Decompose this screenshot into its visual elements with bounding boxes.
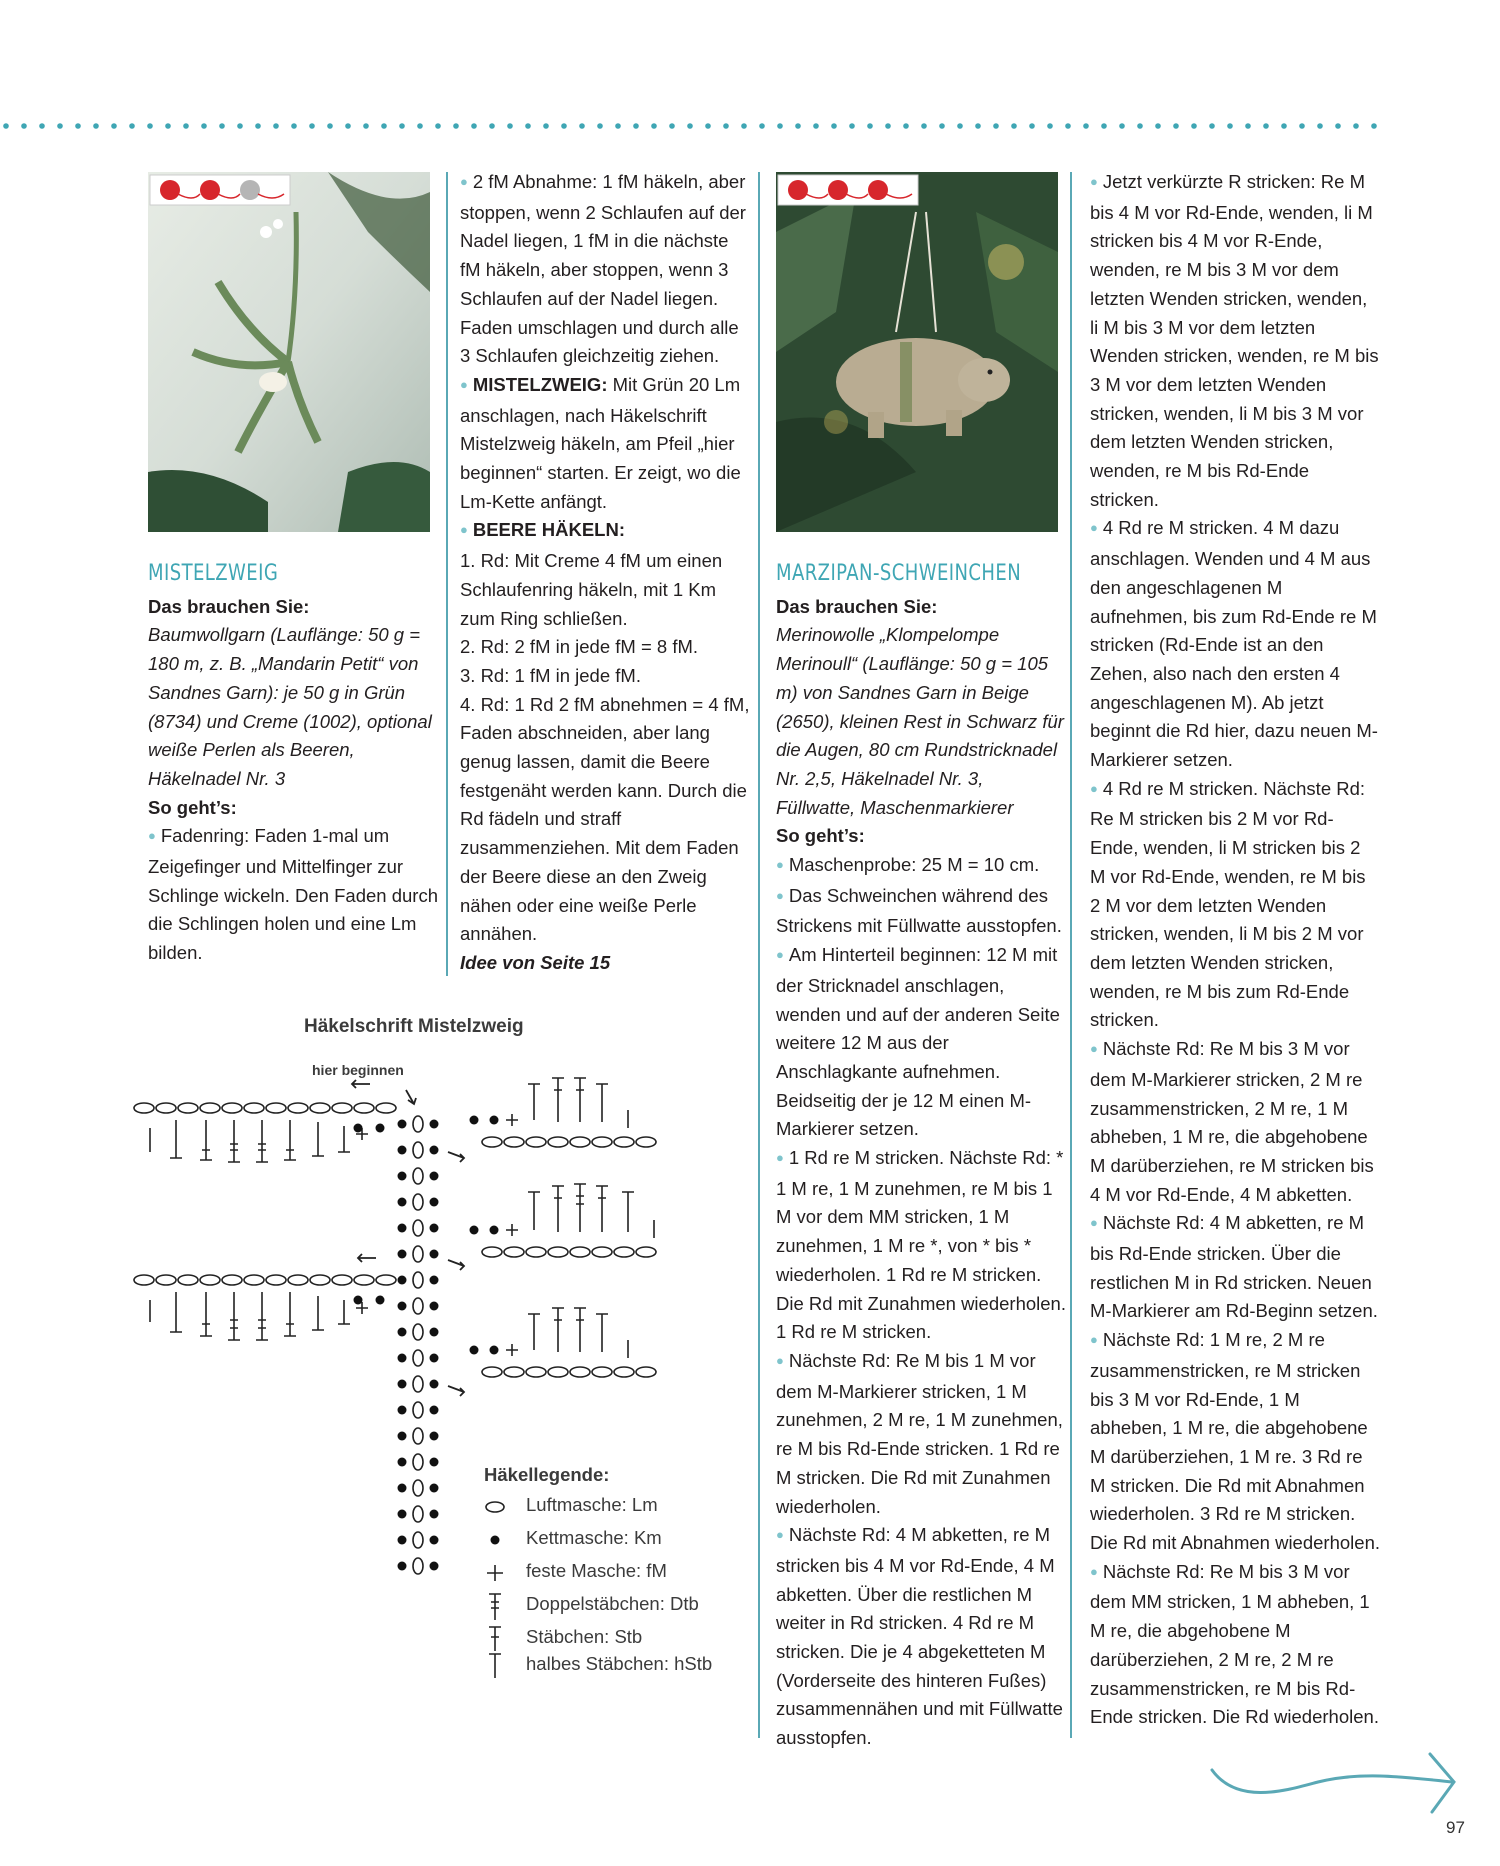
legend-item bbox=[484, 1523, 712, 1556]
legend-item bbox=[484, 1622, 712, 1649]
idea-reference: Idee von Seite 15 bbox=[460, 951, 611, 973]
column-mistelzweig bbox=[148, 560, 438, 968]
legend-item bbox=[484, 1556, 712, 1589]
page-number: 97 bbox=[1446, 1818, 1465, 1837]
legend-label: feste Masche: fM bbox=[526, 1560, 667, 1581]
step: ● Am Hinterteil beginnen: 12 M mit der Stricknadel anschlagen, wenden und auf der anderen Seite weitere 12 M aus der Anschlagkante aufnehmen. Beidseitig der je 12 M einen M-Markierer setzen. bbox=[776, 941, 1066, 1144]
step: ● Nächste Rd: Re M bis 3 M vor dem M-Markierer stricken, 2 M re zusammenstricken, 2 M re, 1 M abheben, 1 M re, die abgehobene M darüberziehen, re M stricken bis 4 M vor Rd-Ende, 4 M abketten. bbox=[1090, 1035, 1380, 1209]
step-mistelzweig bbox=[460, 371, 752, 517]
slip-stitch-icon bbox=[484, 1526, 510, 1554]
step-label: 2 fM Abnahme: bbox=[472, 171, 598, 192]
column-continued bbox=[460, 168, 752, 978]
legend-title: Häkellegende: bbox=[484, 1464, 610, 1485]
step-abnahme bbox=[460, 168, 752, 371]
mistelzweig-title: MISTELZWEIG bbox=[148, 561, 279, 586]
legend-item bbox=[484, 1490, 712, 1523]
legend-label: Luftmasche: Lm bbox=[526, 1494, 658, 1515]
materials-heading: Das brauchen Sie: bbox=[776, 595, 938, 617]
column-rule-2 bbox=[446, 172, 448, 976]
column-marzipan-schweinchen bbox=[776, 560, 1066, 1753]
step: ● Maschenprobe: 25 M = 10 cm. bbox=[776, 851, 1066, 882]
column-rule-3 bbox=[758, 172, 760, 1738]
column-rule-4 bbox=[1070, 172, 1072, 1738]
single-crochet-icon bbox=[484, 1559, 510, 1587]
beere-round-4: 4. Rd: 1 Rd 2 fM abnehmen = 4 fM, Faden abschneiden, aber lang genug lassen, damit die Beere festgenäht werden kann. Durch die Rd fädeln und straff zusammenziehen. Mit dem Faden der Beere diese an den Zweig nähen oder eine weiße Perle annähen. bbox=[460, 693, 750, 945]
step: ● 4 Rd re M stricken. 4 M dazu anschlagen. Wenden und 4 M aus den angeschlagenen M aufnehmen, bis zum Rd-Ende re M stricken (Rd-Ende ist an den Zehen, also nach den ersten 4 angeschlagenen M). Ab jetzt beginnt die Rd hier, dazu neuen M-Markierer setzen. bbox=[1090, 514, 1380, 774]
legend-label: Doppelstäbchen: Dtb bbox=[526, 1593, 699, 1614]
step-fadenring bbox=[148, 822, 438, 968]
crochet-legend bbox=[484, 1464, 712, 1676]
beere-round-1: 1. Rd: Mit Creme 4 fM um einen Schlaufenring häkeln, mit 1 Km zum Ring schließen. bbox=[460, 550, 723, 629]
step: ● Nächste Rd: 4 M abketten, re M bis Rd-Ende stricken. Über die restlichen M in Rd stricken. Neuen M-Markierer am Rd-Beginn setzen. bbox=[1090, 1209, 1380, 1326]
step: ● 1 Rd re M stricken. Nächste Rd: * 1 M re, 1 M zunehmen, re M bis 1 M vor dem MM stricken, 1 M zunehmen, 1 M re *, von * bis * wiederholen. 1 Rd re M stricken. Die Rd mit Zunahmen wiederholen. 1 Rd re M stricken. bbox=[776, 1144, 1066, 1347]
schweinchen-title: MARZIPAN-SCHWEINCHEN bbox=[776, 561, 1022, 586]
legend-label: Stäbchen: Stb bbox=[526, 1626, 643, 1647]
step: ● Das Schweinchen während des Strickens mit Füllwatte ausstopfen. bbox=[776, 882, 1066, 941]
crochet-chart-title: Häkelschrift Mistelzweig bbox=[304, 1016, 524, 1037]
instructions-heading: So geht’s: bbox=[776, 825, 865, 847]
step-text: Mit Grün 20 Lm anschlagen, nach Häkelschrift Mistelzweig häkeln, am Pfeil „hier beginnen“ starten. Er zeigt, wo die Lm-Kette anfängt. bbox=[460, 373, 741, 512]
step-text: Faden 1-mal um Zeigefinger und Mittelfinger zur Schlinge wickeln. Den Faden durch die Schlingen holen und eine Lm bilden. bbox=[148, 825, 438, 964]
step: ● Jetzt verkürzte R stricken: Re M bis 4 M vor Rd-Ende, wenden, li M stricken bis 4 M vor R-Ende, wenden, re M bis 3 M vor dem letzten Wenden stricken, wenden, li M bis 3 M vor dem letzten Wenden stricken, wenden, re M bis 3 M vor dem letzten Wenden stricken, wenden, li M bis 3 M vor dem letzten Wenden stricken, wenden, re M bis Rd-Ende stricken. bbox=[1090, 168, 1380, 514]
legend-label: halbes Stäbchen: hStb bbox=[526, 1653, 713, 1674]
step: ● Nächste Rd: Re M bis 3 M vor dem MM stricken, 1 M abheben, 1 M re, die abgehobene M darüberziehen, 2 M re, 2 M re zusammenstricken, re M bis Rd-Ende stricken. Die Rd wiederholen. bbox=[1090, 1558, 1380, 1732]
beere-round-3: 3. Rd: 1 fM in jede fM. bbox=[460, 664, 641, 686]
materials-heading: Das brauchen Sie: bbox=[148, 595, 310, 617]
legend-item bbox=[484, 1649, 712, 1676]
column-schweinchen-continued bbox=[1090, 168, 1380, 1732]
instructions-heading: So geht’s: bbox=[148, 796, 237, 818]
mistletoe-photo bbox=[148, 172, 430, 532]
start-here-label: hier beginnen bbox=[312, 1062, 404, 1078]
legend-label: Kettmasche: Km bbox=[526, 1527, 662, 1548]
top-dotted-rule bbox=[0, 120, 1380, 132]
step-text: 1 fM häkeln, aber stoppen, wenn 2 Schlaufen auf der Nadel liegen, 1 fM in die nächste fM häkeln, aber stoppen, wenn 3 Schlaufen auf der Nadel liegen. Faden umschlagen und durch alle 3 Schlaufen gleichzeitig ziehen. bbox=[460, 171, 746, 367]
marzipan-pig-photo bbox=[776, 172, 1058, 532]
step: ● Nächste Rd: 4 M abketten, re M stricken bis 4 M vor Rd-Ende, 4 M abketten. Über die restlichen M weiter in Rd stricken. 4 Rd re M stricken. Die je 4 abgeketteten M (Vorderseite des hinteren Fußes) zusammennähen und mit Füllwatte ausstopfen. bbox=[776, 1521, 1066, 1753]
materials-text: Baumwollgarn (Lauflänge: 50 g = 180 m, z. B. „Mandarin Petit“ von Sandnes Garn): je 50 g in Grün (8734) und Creme (1002), optional weiße Perlen als Beeren, Häkelnadel Nr. 3 bbox=[148, 624, 432, 789]
beere-heading: ● BEERE HÄKELN: bbox=[460, 516, 752, 547]
materials-text: Merinowolle „Klompelompe Merinoull“ (Lauflänge: 50 g = 105 m) von Sandnes Garn in Beige (2650), kleinen Rest in Schwarz für die Augen, 80 cm Rundstricknadel Nr. 2,5, Häkelnadel Nr. 3, Füllwatte, Maschenmarkierer bbox=[776, 624, 1064, 818]
next-page-arrow-icon bbox=[1208, 1746, 1464, 1826]
step: ● 4 Rd re M stricken. Nächste Rd: Re M stricken bis 2 M vor Rd-Ende, wenden, li M stricken bis 2 M vor Rd-Ende, wenden, re M bis 2 M vor dem letzten Wenden stricken, wenden, li M bis 2 M vor dem letzten Wenden stricken, wenden, re M bis zum Rd-Ende stricken. bbox=[1090, 775, 1380, 1035]
step: ● Nächste Rd: Re M bis 1 M vor dem M-Markierer stricken, 1 M zunehmen, 2 M re, 1 M zunehmen, re M bis Rd-Ende stricken. 1 Rd re M stricken. Die Rd mit Zunahmen wiederholen. bbox=[776, 1347, 1066, 1521]
half-double-crochet-icon bbox=[484, 1652, 510, 1680]
step: ● Nächste Rd: 1 M re, 2 M re zusammenstricken, re M stricken bis 3 M vor Rd-Ende, 1 M abheben, 1 M re, die abgehobene M darüberziehen, 1 M re. 3 Rd re M stricken. Die Rd mit Abnahmen wiederholen. 3 Rd re M stricken. Die Rd mit Abnahmen wiederholen. bbox=[1090, 1326, 1380, 1558]
step-label: MISTELZWEIG: bbox=[472, 373, 608, 395]
beere-round-2: 2. Rd: 2 fM in jede fM = 8 fM. bbox=[460, 636, 699, 658]
step-label: Fadenring: bbox=[160, 825, 250, 847]
chain-stitch-icon bbox=[484, 1493, 510, 1521]
double-treble-icon bbox=[484, 1592, 510, 1620]
legend-item bbox=[484, 1589, 712, 1622]
